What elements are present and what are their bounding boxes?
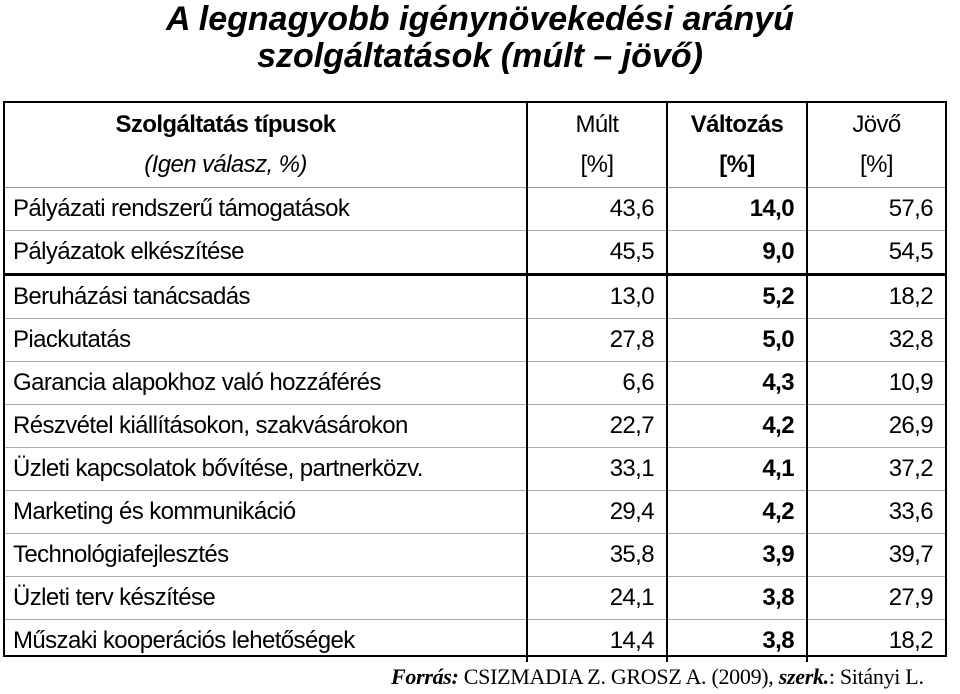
past-value: 6,6 bbox=[527, 362, 667, 405]
services-table bbox=[5, 103, 945, 662]
change-value: 5,2 bbox=[667, 275, 807, 319]
service-name: Garancia alapokhoz való hozzáférés bbox=[5, 362, 527, 405]
service-name: Piackutatás bbox=[5, 319, 527, 362]
header-past-unit: [%] bbox=[580, 151, 614, 178]
change-value: 3,8 bbox=[667, 620, 807, 663]
past-value: 24,1 bbox=[527, 577, 667, 620]
future-value: 39,7 bbox=[807, 534, 945, 577]
future-value: 26,9 bbox=[807, 405, 945, 448]
service-name: Beruházási tanácsadás bbox=[5, 275, 527, 319]
table-row bbox=[5, 275, 945, 319]
header-service-type-title: Szolgáltatás típusok bbox=[115, 111, 336, 138]
service-name: Pályázati rendszerű támogatások bbox=[5, 188, 527, 231]
services-table-frame bbox=[3, 101, 947, 657]
future-value: 57,6 bbox=[807, 188, 945, 231]
past-value: 27,8 bbox=[527, 319, 667, 362]
table-row bbox=[5, 231, 945, 275]
table-row bbox=[5, 534, 945, 577]
future-value: 32,8 bbox=[807, 319, 945, 362]
change-value: 4,3 bbox=[667, 362, 807, 405]
slide-title bbox=[0, 0, 960, 75]
slide-title-line-1: A legnagyobb igénynövekedési arányú bbox=[166, 0, 794, 38]
change-value: 4,2 bbox=[667, 405, 807, 448]
past-value: 45,5 bbox=[527, 231, 667, 275]
source-editor-label: szerk. bbox=[778, 664, 829, 689]
service-name: Üzleti terv készítése bbox=[5, 577, 527, 620]
header-change-unit: [%] bbox=[719, 151, 755, 178]
future-value: 37,2 bbox=[807, 448, 945, 491]
table-row bbox=[5, 491, 945, 534]
service-name: Részvétel kiállításokon, szakvásárokon bbox=[5, 405, 527, 448]
change-value: 3,8 bbox=[667, 577, 807, 620]
future-value: 33,6 bbox=[807, 491, 945, 534]
header-future bbox=[807, 103, 945, 188]
future-value: 10,9 bbox=[807, 362, 945, 405]
source-editor: : Sitányi L. bbox=[828, 664, 924, 689]
service-name: Műszaki kooperációs lehetőségek bbox=[5, 620, 527, 663]
table-row bbox=[5, 188, 945, 231]
change-value: 5,0 bbox=[667, 319, 807, 362]
source-citation bbox=[391, 660, 960, 694]
source-authors: CSIZMADIA Z. GROSZ A. (2009), bbox=[463, 664, 774, 689]
service-name: Pályázatok elkészítése bbox=[5, 231, 527, 275]
past-value: 33,1 bbox=[527, 448, 667, 491]
header-past-label: Múlt bbox=[575, 111, 619, 138]
past-value: 29,4 bbox=[527, 491, 667, 534]
change-value: 3,9 bbox=[667, 534, 807, 577]
change-value: 4,1 bbox=[667, 448, 807, 491]
change-value: 9,0 bbox=[667, 231, 807, 275]
table-row bbox=[5, 577, 945, 620]
source-label: Forrás: bbox=[391, 664, 459, 689]
header-service-type-subtitle: (Igen válasz, %) bbox=[144, 151, 307, 178]
future-value: 54,5 bbox=[807, 231, 945, 275]
service-name: Marketing és kommunikáció bbox=[5, 491, 527, 534]
service-name: Üzleti kapcsolatok bővítése, partnerközv. bbox=[5, 448, 527, 491]
service-name: Technológiafejlesztés bbox=[5, 534, 527, 577]
header-past bbox=[527, 103, 667, 188]
table-row bbox=[5, 620, 945, 663]
header-service-type bbox=[5, 103, 527, 188]
slide-title-line-2: szolgáltatások (múlt – jövő) bbox=[257, 37, 703, 75]
table-header-row bbox=[5, 103, 945, 188]
header-change bbox=[667, 103, 807, 188]
past-value: 22,7 bbox=[527, 405, 667, 448]
past-value: 35,8 bbox=[527, 534, 667, 577]
header-change-label: Változás bbox=[690, 111, 784, 138]
change-value: 4,2 bbox=[667, 491, 807, 534]
past-value: 14,4 bbox=[527, 620, 667, 663]
table-row bbox=[5, 362, 945, 405]
future-value: 27,9 bbox=[807, 577, 945, 620]
change-value: 14,0 bbox=[667, 188, 807, 231]
past-value: 13,0 bbox=[527, 275, 667, 319]
past-value: 43,6 bbox=[527, 188, 667, 231]
table-row bbox=[5, 448, 945, 491]
header-future-label: Jövő bbox=[852, 111, 901, 138]
table-row bbox=[5, 319, 945, 362]
header-future-unit: [%] bbox=[860, 151, 893, 178]
future-value: 18,2 bbox=[888, 627, 933, 654]
table-row bbox=[5, 405, 945, 448]
future-value: 18,2 bbox=[807, 275, 945, 319]
